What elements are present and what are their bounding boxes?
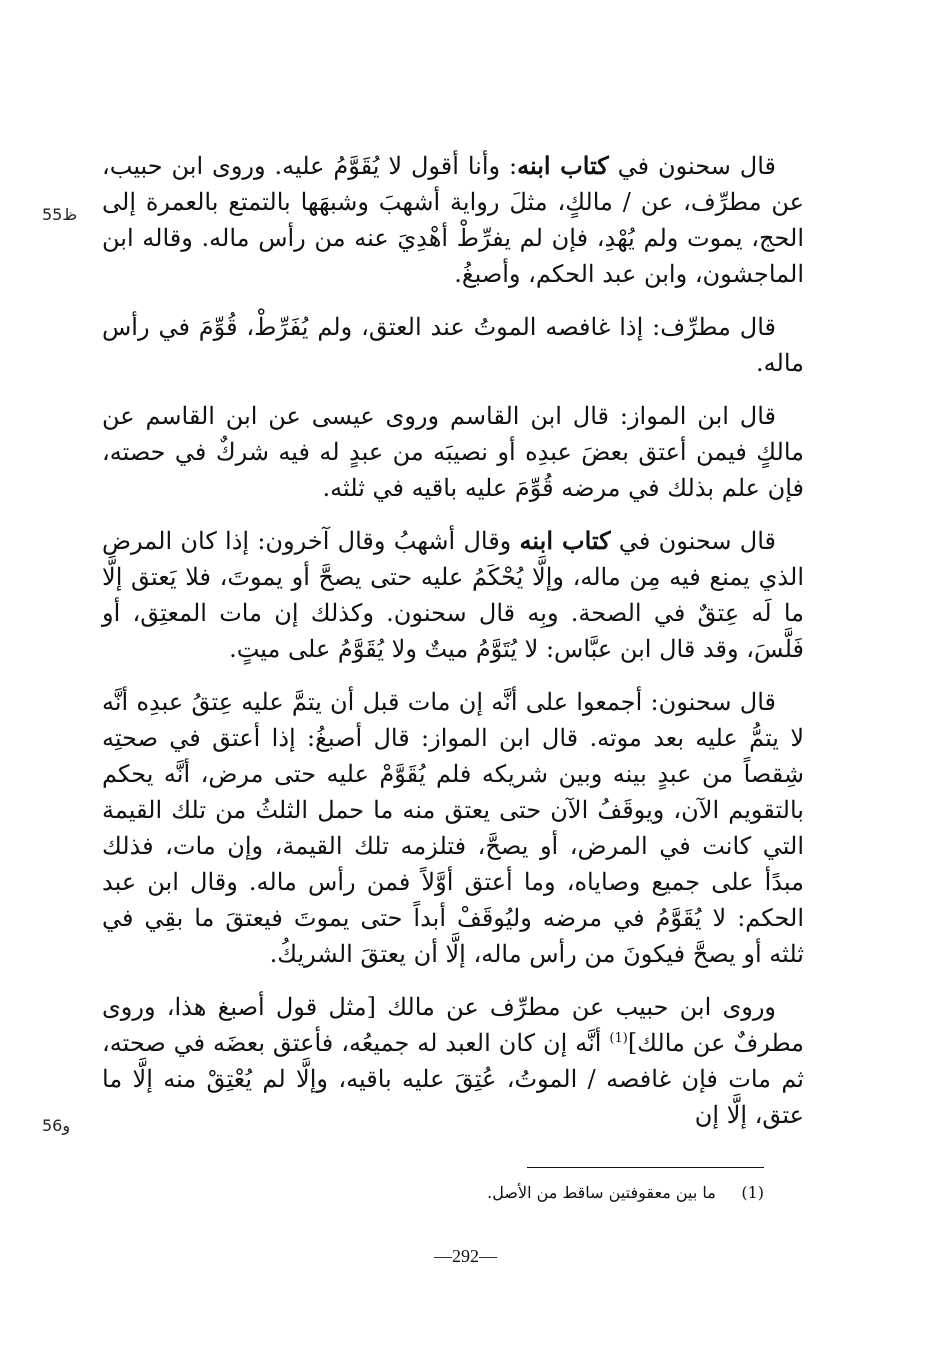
paragraph-text: قال مطرِّف: إذا غافصه الموتُ عند العتق، ولم يُفَرِّطْ، قُوِّمَ في رأس ماله.	[102, 313, 804, 377]
book-title-bold: كتاب ابنه	[519, 526, 611, 555]
footnote-text: ما بين معقوفتين ساقط من الأصل.	[487, 1183, 716, 1202]
paragraph	[102, 989, 804, 1133]
book-title-bold: كتاب ابنه	[517, 151, 609, 180]
body-text	[102, 148, 804, 1150]
paragraph-text: قال سحنون في	[608, 152, 776, 180]
paragraph-text: قال سحنون في	[610, 527, 777, 555]
paragraph	[102, 148, 804, 292]
paragraph	[102, 684, 804, 972]
margin-folio-note: ظ55	[42, 205, 78, 224]
paragraph	[102, 398, 804, 506]
paragraph	[102, 523, 804, 667]
footnote	[487, 1182, 764, 1204]
footnote-divider	[527, 1167, 764, 1168]
paragraph-text: : وأنا أقول لا يُقَوَّمُ عليه. وروى ابن حبيب، عن مطرِّف، عن / مالكٍ، مثلَ رواية أشهبَ وشبهَها بالتمتع بالعمرة إلى الحج، يموت ولم يُهْدِ، فإن لم يفرِّطْ أهْدِيَ عنه من رأس ماله. وقاله ابن الماجشون، وابن عبد الحكم، وأصبغُ.	[102, 152, 804, 288]
footnote-marker: (1)	[609, 1031, 628, 1046]
margin-folio-note: و56	[42, 1116, 71, 1135]
paragraph-text: وقال أشهبُ وقال آخرون: إذا كان المرض الذي يمنع فيه مِن ماله، وإلَّا يُحْكَمُ عليه حتى يصحَّ أو يموتَ، فلا يَعتق إلَّا ما لَه عِتقٌ في الصحة. وبِه قال سحنون. وكذلك إن مات المعتِق، أو فَلَّسَ، وقد قال ابن عبَّاس: لا يُتَوَّمُ ميتٌ ولا يُقَوَّمُ على ميتٍ.	[102, 527, 804, 663]
paragraph-text: وروى ابن حبيب عن مطرِّف عن مالك [مثل قول أصبغ هذا، وروى مطرفٌ عن مالك]	[102, 993, 804, 1057]
paragraph-text: أنَّه إن كان العبد له جميعُه، فأعتق بعضَه في صحته، ثم مات فإن غافصه / الموتُ، عُتِقَ عليه باقيه، وإلَّا لم يُعْتِقْ منه إلَّا ما عتق، إلَّا إن	[102, 1029, 804, 1129]
paragraph	[102, 309, 804, 381]
page-number: —292—	[434, 1246, 497, 1266]
footnote-number: (1)	[741, 1183, 764, 1202]
paragraph-text: قال ابن المواز: قال ابن القاسم وروى عيسى عن ابن القاسم عن مالكٍ فيمن أعتق بعضَ عبدِه أو نصيبَه من عبدٍ له فيه شركٌ في حصته، فإن علم بذلك في مرضه قُوِّمَ عليه باقيه في ثلثه.	[102, 402, 804, 502]
paragraph-text: قال سحنون: أجمعوا على أنَّه إن مات قبل أن يتمَّ عليه عِتقُ عبدِه أنَّه لا يتمُّ عليه بعد موته. قال ابن المواز: قال أصبغُ: إذا أعتق في صحتِه شِقصاً من عبدٍ بينه وبين شريكه فلم يُقَوَّمْ عليه حتى مرض، أنَّه يحكم بالتقويم الآن، ويوقَفُ الآن حتى يعتق منه ما حمل الثلثُ من تلك القيمة التي كانت في المرض، أو يصحَّ، فتلزمه تلك القيمة، وإن مات، فذلك مبدًأ على جميع وصاياه، وما أعتق أوَّلاً فمن رأس ماله. وقال ابن عبد الحكم: لا يُقَوَّمُ في مرضه وليُوقَفْ أبداً حتى يموتَ فيعتقَ ما بقِي في ثلثه أو يصحَّ فيكونَ من رأس ماله، إلَّا أن يعتقَ الشريكُ.	[102, 688, 805, 968]
